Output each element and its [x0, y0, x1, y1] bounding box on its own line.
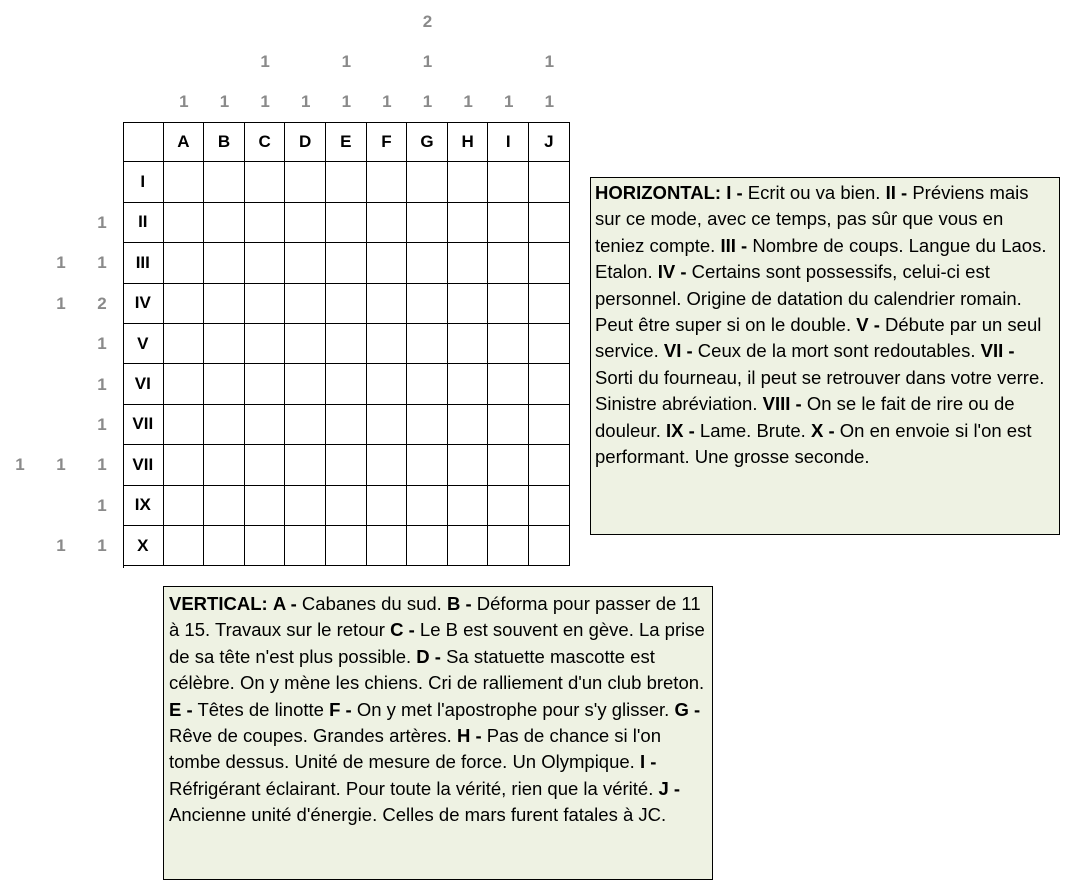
grid-cell[interactable] [204, 203, 245, 243]
horizontal-clue-number: IX - [665, 419, 695, 441]
grid-cell[interactable] [204, 526, 245, 566]
grid-cell[interactable] [164, 162, 205, 202]
vertical-clue-number: G - [674, 698, 701, 720]
grid-cell[interactable] [326, 405, 367, 445]
grid-cell[interactable] [326, 284, 367, 324]
column-clue-number: 1 [544, 92, 555, 111]
row-clue-number: 1 [97, 213, 107, 232]
horizontal-clue-text: On en envoie si l'on est performant. Une grosse seconde. [595, 419, 1032, 468]
column-header-G: G [407, 122, 448, 162]
grid-cell[interactable] [164, 284, 205, 324]
grid-cell[interactable] [367, 526, 408, 566]
horizontal-clue-number: VIII - [762, 393, 802, 415]
grid-cell[interactable] [407, 364, 448, 404]
column-header-A: A [164, 122, 205, 162]
horizontal-clue-text: Nombre de coups. Langue du Laos. Etalon. [595, 234, 1047, 283]
vertical-clue-number: C - [390, 619, 415, 641]
grid-cell[interactable] [367, 324, 408, 364]
grid-cell[interactable] [326, 364, 367, 404]
grid-cell[interactable] [326, 324, 367, 364]
grid-cell[interactable] [529, 364, 570, 404]
vertical-clue-number: H - [456, 725, 482, 747]
grid-cell[interactable] [164, 203, 205, 243]
horizontal-clue-text: Ceux de la mort sont redoutables. [692, 340, 981, 362]
horizontal-clue-number: VI - [663, 340, 693, 362]
horizontal-heading: HORIZONTAL: [595, 182, 722, 203]
grid-cell[interactable] [407, 486, 448, 526]
grid-cell[interactable] [204, 284, 245, 324]
grid-cell[interactable] [245, 284, 286, 324]
grid-cell[interactable] [407, 243, 448, 283]
grid-cell[interactable] [448, 203, 489, 243]
grid-cell[interactable] [326, 445, 367, 485]
horizontal-clue-text: Débute par un seul service. [595, 314, 1042, 362]
column-clue-number: 1 [422, 92, 433, 111]
grid-cell[interactable] [529, 526, 570, 566]
grid-cell[interactable] [448, 243, 489, 283]
grid-cell[interactable] [285, 203, 326, 243]
vertical-clue-number: J - [658, 777, 681, 799]
grid-cell[interactable] [326, 203, 367, 243]
grid-cell[interactable] [407, 203, 448, 243]
row-header: I [123, 162, 164, 202]
grid-cell[interactable] [326, 243, 367, 283]
grid-cell[interactable] [326, 486, 367, 526]
grid-cell[interactable] [204, 243, 245, 283]
horizontal-clue-number: IV - [657, 261, 687, 283]
horizontal-clue-text: Préviens mais sur ce mode, avec ce temps, pas sûr que vous en teniez compte. [595, 182, 1029, 256]
grid-cell[interactable] [285, 243, 326, 283]
grid-cell[interactable] [488, 526, 529, 566]
grid-cell[interactable] [164, 486, 205, 526]
column-clue-number: 1 [341, 92, 352, 111]
vertical-clue-text: Têtes de linotte [192, 698, 330, 720]
horizontal-clue-list [595, 182, 1046, 467]
horizontal-clue-number: X - [810, 419, 835, 441]
vertical-clue-list [169, 593, 705, 825]
grid-cell[interactable] [367, 284, 408, 324]
grid-cell[interactable] [204, 405, 245, 445]
column-clue-number: 1 [503, 92, 514, 111]
column-header-J: J [529, 122, 570, 162]
row-clue-number: 2 [97, 293, 107, 313]
column-header-I: I [488, 122, 529, 162]
grid-cell[interactable] [245, 405, 286, 445]
vertical-clue-number: D - [416, 645, 441, 667]
vertical-clue-text: Cabanes du sud. [296, 593, 447, 614]
grid-cell[interactable] [164, 324, 205, 364]
grid-cell[interactable] [407, 526, 448, 566]
grid-cell[interactable] [448, 162, 489, 202]
grid-cell[interactable] [407, 162, 448, 202]
row-header: III [123, 243, 164, 283]
column-clue-number: 1 [300, 92, 311, 111]
vertical-clue-text: Ancienne unité d'énergie. Celles de mars furent fatales à JC. [169, 804, 667, 826]
row-header: VII [123, 445, 164, 485]
column-clue-number: 1 [260, 52, 270, 71]
grid-cell[interactable] [164, 364, 205, 404]
grid-cell[interactable] [448, 324, 489, 364]
grid-cell[interactable] [367, 405, 408, 445]
grid-cell[interactable] [245, 162, 286, 202]
vertical-clue-text: Sa statuette mascotte est célèbre. On y mène les chiens. Cri de ralliement d'un club breton. [169, 645, 705, 694]
grid-cell[interactable] [245, 324, 286, 364]
grid-cell[interactable] [407, 445, 448, 485]
crossword-grid [123, 122, 570, 568]
grid-cell[interactable] [488, 203, 529, 243]
grid-cell[interactable] [285, 526, 326, 566]
vertical-clue-number: B - [446, 593, 472, 614]
row-clue-number: 1 [97, 334, 107, 354]
grid-cell[interactable] [326, 526, 367, 566]
grid-cell[interactable] [367, 203, 408, 243]
grid-cell[interactable] [367, 445, 408, 485]
grid-cell[interactable] [285, 284, 326, 324]
row-header: VII [123, 405, 164, 445]
grid-cell[interactable] [367, 162, 408, 202]
grid-cell[interactable] [488, 364, 529, 404]
horizontal-clue-number: II - [885, 182, 908, 203]
column-clue-number: 2 [422, 12, 433, 31]
grid-cell[interactable] [164, 243, 205, 283]
vertical-clue-text: On y met l'apostrophe pour s'y glisser. [351, 698, 675, 720]
grid-cell[interactable] [285, 445, 326, 485]
grid-cell[interactable] [529, 324, 570, 364]
grid-cell[interactable] [367, 243, 408, 283]
grid-cell[interactable] [164, 445, 205, 485]
row-clue-number: 1 [97, 415, 107, 434]
column-clue-number: 1 [422, 52, 433, 71]
horizontal-clue-number: V - [856, 314, 880, 336]
grid-cell[interactable] [407, 284, 448, 324]
vertical-clues-box [163, 586, 713, 880]
horizontal-clue-text: On se le fait de rire ou de douleur. [595, 393, 1015, 441]
vertical-heading: VERTICAL: [169, 593, 268, 614]
row-header: X [123, 526, 164, 566]
row-clue-number: 1 [97, 253, 107, 273]
horizontal-clue-text: Certains sont possessifs, celui-ci est personnel. Origine de datation du calendrier romain. Peut être super si on le double. [595, 261, 1022, 336]
grid-cell[interactable] [448, 364, 489, 404]
column-clue-number: 1 [341, 52, 352, 71]
vertical-clue-number: A - [272, 593, 297, 614]
grid-cell[interactable] [448, 445, 489, 485]
horizontal-clues-box [590, 177, 1060, 535]
column-header-E: E [326, 122, 367, 162]
grid-cell[interactable] [245, 203, 286, 243]
grid-cell[interactable] [529, 203, 570, 243]
row-header: IV [123, 284, 164, 324]
grid-cell[interactable] [285, 324, 326, 364]
grid-cell[interactable] [285, 486, 326, 526]
grid-cell[interactable] [448, 405, 489, 445]
horizontal-clue-text: Ecrit ou va bien. [742, 182, 886, 203]
column-clue-number: 1 [463, 92, 473, 111]
grid-cell[interactable] [488, 284, 529, 324]
grid-corner-cell [123, 122, 164, 162]
column-clue-number: 1 [219, 92, 230, 111]
grid-cell[interactable] [245, 364, 286, 404]
row-header: II [123, 203, 164, 243]
row-header: IX [123, 486, 164, 526]
grid-cell[interactable] [245, 526, 286, 566]
grid-cell[interactable] [529, 243, 570, 283]
grid-cell[interactable] [164, 405, 205, 445]
vertical-clue-text: Déforma pour passer de 11 à 15. Travaux sur le retour [169, 593, 701, 641]
row-clue-number: 1 [56, 455, 66, 475]
horizontal-clue-number: VII - [980, 340, 1015, 362]
vertical-clue-text: Rêve de coupes. Grandes artères. [169, 725, 457, 747]
row-header: V [123, 324, 164, 364]
column-header-H: H [448, 122, 489, 162]
grid-cell[interactable] [529, 162, 570, 202]
grid-cell[interactable] [285, 364, 326, 404]
horizontal-clue-text: Sorti du fourneau, il peut se retrouver dans votre verre. Sinistre abréviation. [595, 366, 1045, 415]
grid-cell[interactable] [488, 243, 529, 283]
grid-cell[interactable] [285, 162, 326, 202]
grid-cell[interactable] [204, 162, 245, 202]
vertical-clue-text: Réfrigérant éclairant. Pour toute la vérité, rien que la vérité. [169, 777, 659, 799]
grid-cell[interactable] [448, 486, 489, 526]
horizontal-clue-text: Lame. Brute. [694, 419, 811, 441]
row-clue-number: 1 [97, 455, 107, 475]
grid-cell[interactable] [204, 445, 245, 485]
grid-cell[interactable] [488, 486, 529, 526]
grid-cell[interactable] [407, 405, 448, 445]
grid-cell[interactable] [367, 486, 408, 526]
row-header: VI [123, 364, 164, 404]
row-clue-number: 1 [56, 253, 66, 273]
grid-cell[interactable] [407, 324, 448, 364]
vertical-clue-number: E - [169, 698, 193, 720]
grid-cell[interactable] [367, 364, 408, 404]
column-header-B: B [204, 122, 245, 162]
column-clue-number: 1 [179, 92, 189, 111]
vertical-clue-number: F - [329, 698, 352, 720]
grid-cell[interactable] [529, 445, 570, 485]
row-clue-number: 1 [56, 536, 66, 556]
row-clue-number: 1 [15, 455, 25, 475]
grid-cell[interactable] [164, 526, 205, 566]
grid-cell[interactable] [488, 445, 529, 485]
column-clue-number: 1 [382, 92, 392, 111]
grid-cell[interactable] [488, 324, 529, 364]
grid-cell[interactable] [245, 486, 286, 526]
grid-cell[interactable] [245, 243, 286, 283]
grid-cell[interactable] [448, 284, 489, 324]
grid-cell[interactable] [529, 486, 570, 526]
grid-cell[interactable] [204, 324, 245, 364]
column-clue-number: 1 [544, 52, 555, 71]
grid-cell[interactable] [326, 162, 367, 202]
grid-cell[interactable] [204, 486, 245, 526]
column-header-D: D [285, 122, 326, 162]
grid-cell[interactable] [245, 445, 286, 485]
column-header-F: F [367, 122, 408, 162]
row-clue-number: 1 [97, 374, 107, 394]
row-clue-number: 1 [97, 495, 107, 515]
grid-cell[interactable] [204, 364, 245, 404]
grid-cell[interactable] [488, 162, 529, 202]
grid-cell[interactable] [529, 405, 570, 445]
row-clue-number: 1 [56, 293, 66, 313]
grid-cell[interactable] [488, 405, 529, 445]
horizontal-clue-number: I - [726, 182, 743, 203]
vertical-clue-text: Pas de chance si l'on tombe dessus. Unité de mesure de force. Un Olympique. [169, 725, 661, 773]
horizontal-clue-number: III - [720, 234, 748, 256]
vertical-clue-text: Le B est souvent en gève. La prise de sa tête n'est plus possible. [169, 619, 705, 667]
row-clue-number: 1 [97, 536, 107, 556]
column-header-C: C [245, 122, 286, 162]
vertical-clue-number: I - [639, 751, 657, 773]
column-clue-number: 1 [260, 92, 270, 111]
grid-cell[interactable] [529, 284, 570, 324]
grid-cell[interactable] [285, 405, 326, 445]
grid-cell[interactable] [448, 526, 489, 566]
